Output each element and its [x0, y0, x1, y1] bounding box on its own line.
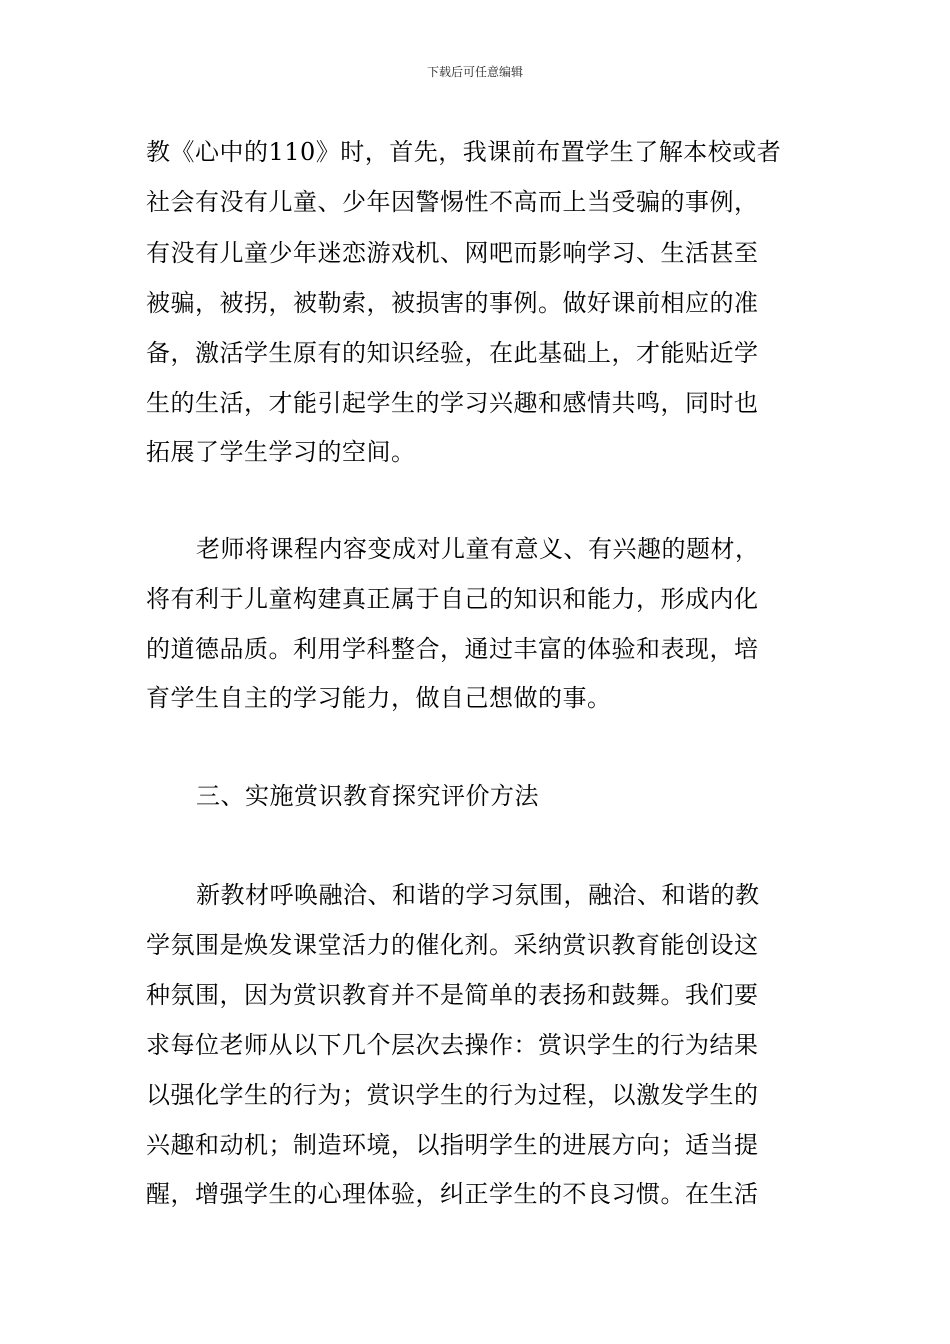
- text-line: 醒，增强学生的心理体验，纠正学生的不良习惯。在生活: [146, 1180, 759, 1208]
- text-line: 社会有没有儿童、少年因警惕性不高而上当受骗的事例，: [146, 188, 759, 216]
- text-line: 学氛围是焕发课堂活力的催化剂。采纳赏识教育能创设这: [146, 931, 759, 959]
- text-line: 教《心中的110》时，首先，我课前布置学生了解本校或者: [146, 138, 782, 166]
- text-line: 育学生自主的学习能力，做自己想做的事。: [146, 684, 612, 712]
- text-line: 有没有儿童少年迷恋游戏机、网吧而影响学习、生活甚至: [146, 239, 759, 267]
- text-line: 生的生活，才能引起学生的学习兴趣和感情共鸣，同时也: [146, 389, 759, 417]
- text-line: 兴趣和动机；制造环境，以指明学生的进展方向；适当提: [146, 1131, 759, 1159]
- text-line: 种氛围，因为赏识教育并不是简单的表扬和鼓舞。我们要: [146, 981, 759, 1009]
- text-line: 新教材呼唤融洽、和谐的学习氛围，融洽、和谐的教: [196, 881, 760, 909]
- text-line: 备，激活学生原有的知识经验，在此基础上，才能贴近学: [146, 339, 759, 367]
- text-line: 拓展了学生学习的空间。: [146, 438, 416, 466]
- page-header: 下载后可任意编辑: [426, 65, 523, 79]
- text-line: 被骗，被拐，被勒索，被损害的事例。做好课前相应的准: [146, 289, 759, 317]
- text-line: 求每位老师从以下几个层次去操作：赏识学生的行为结果: [146, 1031, 759, 1059]
- text-line: 以强化学生的行为；赏识学生的行为过程，以激发学生的: [146, 1081, 759, 1109]
- section-heading-text: 三、实施赏识教育探究评价方法: [196, 782, 539, 810]
- text-line: 的道德品质。利用学科整合，通过丰富的体验和表现，培: [146, 635, 759, 663]
- text-line: 将有利于儿童构建真正属于自己的知识和能力，形成内化: [146, 585, 759, 613]
- text-line: 老师将课程内容变成对儿童有意义、有兴趣的题材，: [196, 535, 760, 563]
